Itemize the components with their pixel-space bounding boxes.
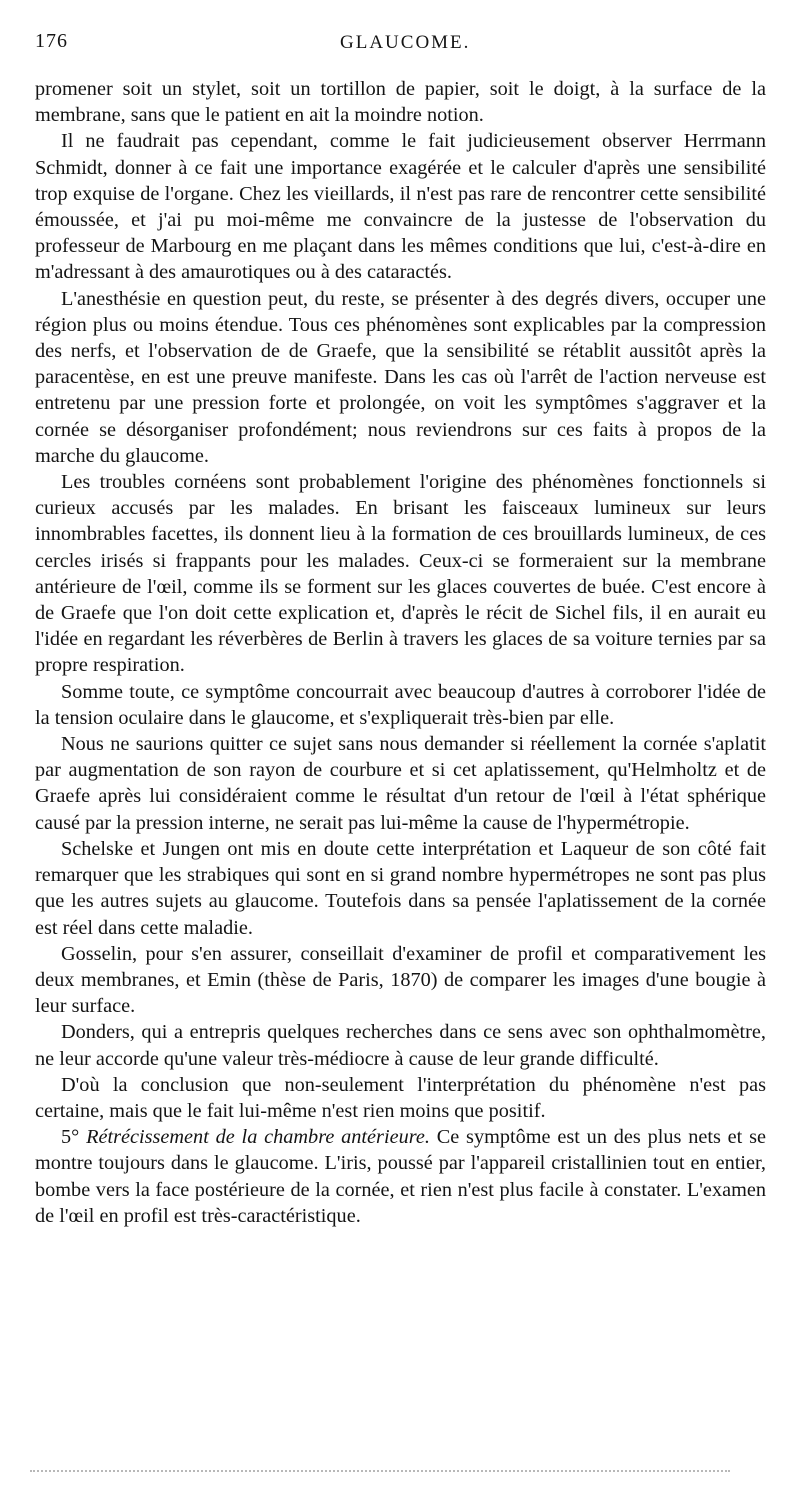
paragraph: D'où la conclusion que non-seulement l'interprétation du phénomène n'est pas certaine, mais que le fait lui-même n'est rien moins que positif.	[35, 1073, 766, 1122]
section-paragraph	[35, 1124, 766, 1229]
running-head: GLAUCOME.	[340, 32, 471, 53]
paragraph: Donders, qui a entrepris quelques recherches dans ce sens avec son ophthalmomètre, ne leur accorde qu'une valeur très-médiocre à cause de leur grande difficulté.	[35, 1021, 766, 1070]
body-text	[35, 76, 766, 1229]
paragraph: Schelske et Jungen ont mis en doute cette interprétation et Laqueur de son côté fait remarquer que les strabiques qui sont en si grand nombre hypermétropes ne sont pas plus que les autres sujets au glaucome. Toutefois dans sa pensée l'aplatissement de la cornée est réel dans cette maladie.	[35, 837, 766, 939]
footer-divider	[30, 1470, 730, 1472]
paragraph: Gosselin, pour s'en assurer, conseillait d'examiner de profil et comparativement les deux membranes, et Emin (thèse de Paris, 1870) de comparer les images d'une bougie à leur surface.	[35, 942, 766, 1018]
paragraph: Nous ne saurions quitter ce sujet sans nous demander si réellement la cornée s'aplatit par augmentation de son rayon de courbure et si cet aplatissement, qu'Helmholtz et de Graefe après lui considéraient comme le résultat d'un retour de l'œil à l'état sphérique causé par la pression interne, ne serait pas lui-même la cause de l'hypermétropie.	[35, 733, 766, 834]
paragraph: Il ne faudrait pas cependant, comme le fait judicieusement observer Herrmann Schmidt, donner à ce fait une importance exagérée et le calculer d'après une sensibilité trop exquise de l'organe. Chez les vieillards, il n'est pas rare de rencontrer cette sensibilité émoussée, et j'ai pu moi-même me convaincre de la justesse de l'observation du professeur de Marbourg en me plaçant dans les mêmes conditions que lui, c'est-à-dire en m'adressant à des amaurotiques ou à des cataractés.	[35, 130, 766, 284]
section-number: 5°	[61, 1126, 80, 1149]
paragraph: Les troubles cornéens sont probablement l'origine des phénomènes fonctionnels si curieux accusés par les malades. En brisant les faisceaux lumineux sur leurs innombrables facettes, ils donnent lieu à la formation de ces brouillards lumineux, de ces cercles irisés si frappants pour les malades. Ceux-ci se formeraient sur la membrane antérieure de l'œil, comme ils se forment sur les glaces couvertes de buée. C'est encore à de Graefe que l'on doit cette explication et, d'après le récit de Sichel fils, il en aurait eu l'idée en regardant les réverbères de Berlin à travers les glaces de sa voiture ternies par sa propre respiration.	[35, 471, 766, 677]
paragraph: Somme toute, ce symptôme concourrait avec beaucoup d'autres à corroborer l'idée de la tension oculaire dans le glaucome, et s'expliquerait très-bien par elle.	[35, 680, 766, 729]
section-text: Ce symptôme est un des plus nets et se montre toujours dans le glaucome. L'iris, poussé par l'appareil cristallinien tout en entier, bombe vers la face postérieure de la cornée, et rien n'est plus facile à constater. L'examen de l'œil en profil est très-caractéristique.	[35, 1126, 766, 1227]
section-title: Rétrécissement de la chambre antérieure.	[86, 1126, 430, 1149]
paragraph-continued: promener soit un stylet, soit un tortillon de papier, soit le doigt, à la surface de la membrane, sans que le patient en ait la moindre notion.	[35, 78, 766, 127]
paragraph: L'anesthésie en question peut, du reste, se présenter à des degrés divers, occuper une région plus ou moins étendue. Tous ces phénomènes sont explicables par la compression des nerfs, et l'observation de de Graefe, que la sensibilité se rétablit aussitôt après la paracentèse, en est une preuve manifeste. Dans les cas où l'arrêt de l'action nerveuse est entretenu par une pression forte et prolongée, on voit les symptômes s'aggraver et la cornée se désorganiser profondément; nous reviendrons sur ces faits à propos de la marche du glaucome.	[35, 287, 766, 467]
page-number: 176	[35, 30, 68, 52]
